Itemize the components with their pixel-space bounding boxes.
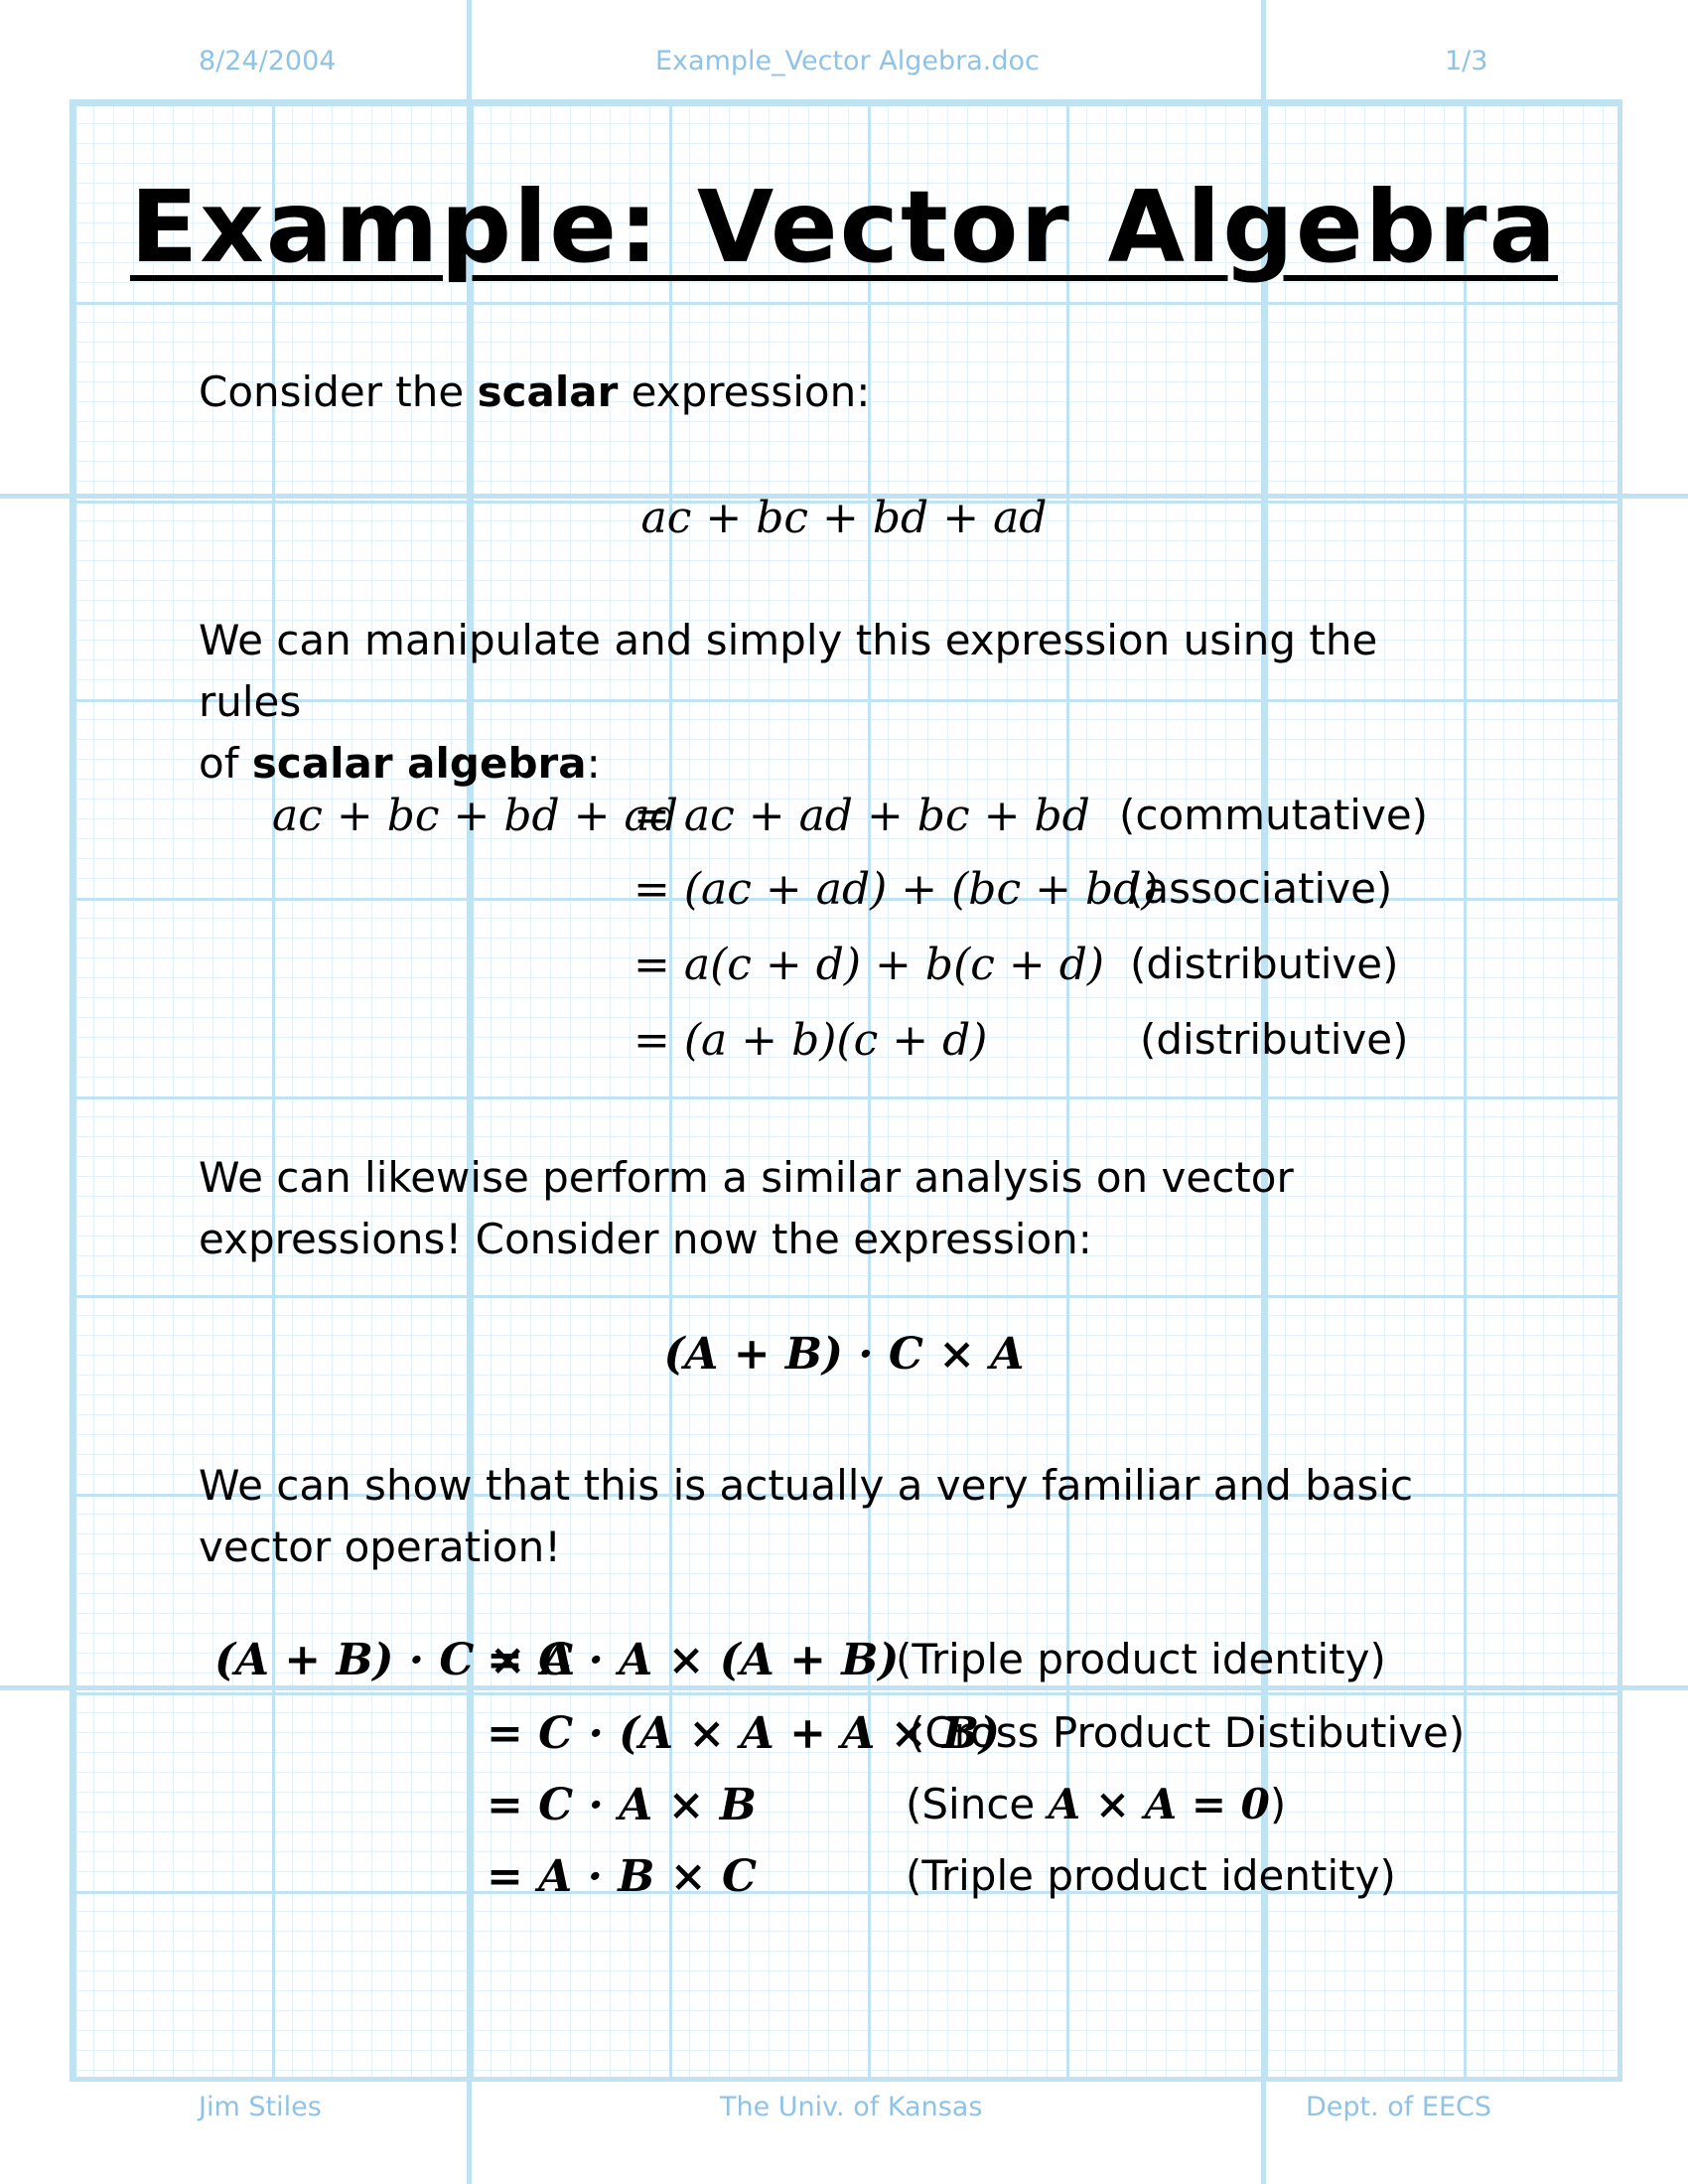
scalar-step-note: (associative) <box>1127 864 1393 913</box>
grid-divider <box>0 1685 1688 1690</box>
vector-step-note: (Cross Product Distibutive) <box>909 1708 1466 1757</box>
paragraph-vector-operation: We can show that this is actually a very familiar and basic vector operation! <box>199 1461 1414 1571</box>
vector-expression: (A + B) · C × A <box>663 1329 1025 1380</box>
header-date: 8/24/2004 <box>199 46 337 76</box>
paragraph-scalar-rules: We can manipulate and simply this expression using the rules of scalar algebra: <box>199 616 1378 788</box>
vector-step-rhs: = C · A × (A + B) <box>487 1635 900 1685</box>
vector-step-rhs: = C · (A × A + A × B) <box>487 1708 1000 1759</box>
header-page-number: 1/3 <box>1445 46 1488 76</box>
footer-department: Dept. of EECS <box>1306 2092 1492 2122</box>
vector-step-note: (Triple product identity) <box>896 1635 1386 1683</box>
vector-step-note: (Since A × A = 0) <box>906 1780 1287 1828</box>
scalar-step-note: (distributive) <box>1130 940 1399 988</box>
scalar-step-lhs: ac + bc + bd + ad <box>272 791 678 841</box>
scalar-step-note: (distributive) <box>1140 1015 1409 1064</box>
paragraph-scalar-intro: Consider the scalar expression: <box>199 367 871 416</box>
footer-university: The Univ. of Kansas <box>720 2092 983 2122</box>
scalar-step-rhs: = (ac + ad) + (bc + bd) <box>633 864 1159 915</box>
header-filename: Example_Vector Algebra.doc <box>655 46 1040 76</box>
scalar-step-note: (commutative) <box>1119 791 1429 839</box>
vector-step-rhs: = C · A × B <box>487 1780 757 1830</box>
paragraph-vector-intro: We can likewise perform a similar analysis on vector expressions! Consider now the expression: <box>199 1153 1294 1263</box>
scalar-step-rhs: = a(c + d) + b(c + d) <box>633 940 1105 990</box>
scalar-expression: ac + bc + bd + ad <box>640 493 1048 543</box>
vector-step-rhs: = A · B × C <box>487 1851 757 1902</box>
scalar-step-rhs: = (a + b)(c + d) <box>633 1015 988 1066</box>
grid-divider <box>467 0 472 2184</box>
scalar-step-rhs: = ac + ad + bc + bd <box>633 791 1090 841</box>
footer-author: Jim Stiles <box>199 2092 322 2122</box>
vector-step-note: (Triple product identity) <box>906 1851 1396 1900</box>
page-title: Example: Vector Algebra <box>129 169 1559 285</box>
vector-step-lhs: (A + B) · C × A <box>214 1635 576 1685</box>
